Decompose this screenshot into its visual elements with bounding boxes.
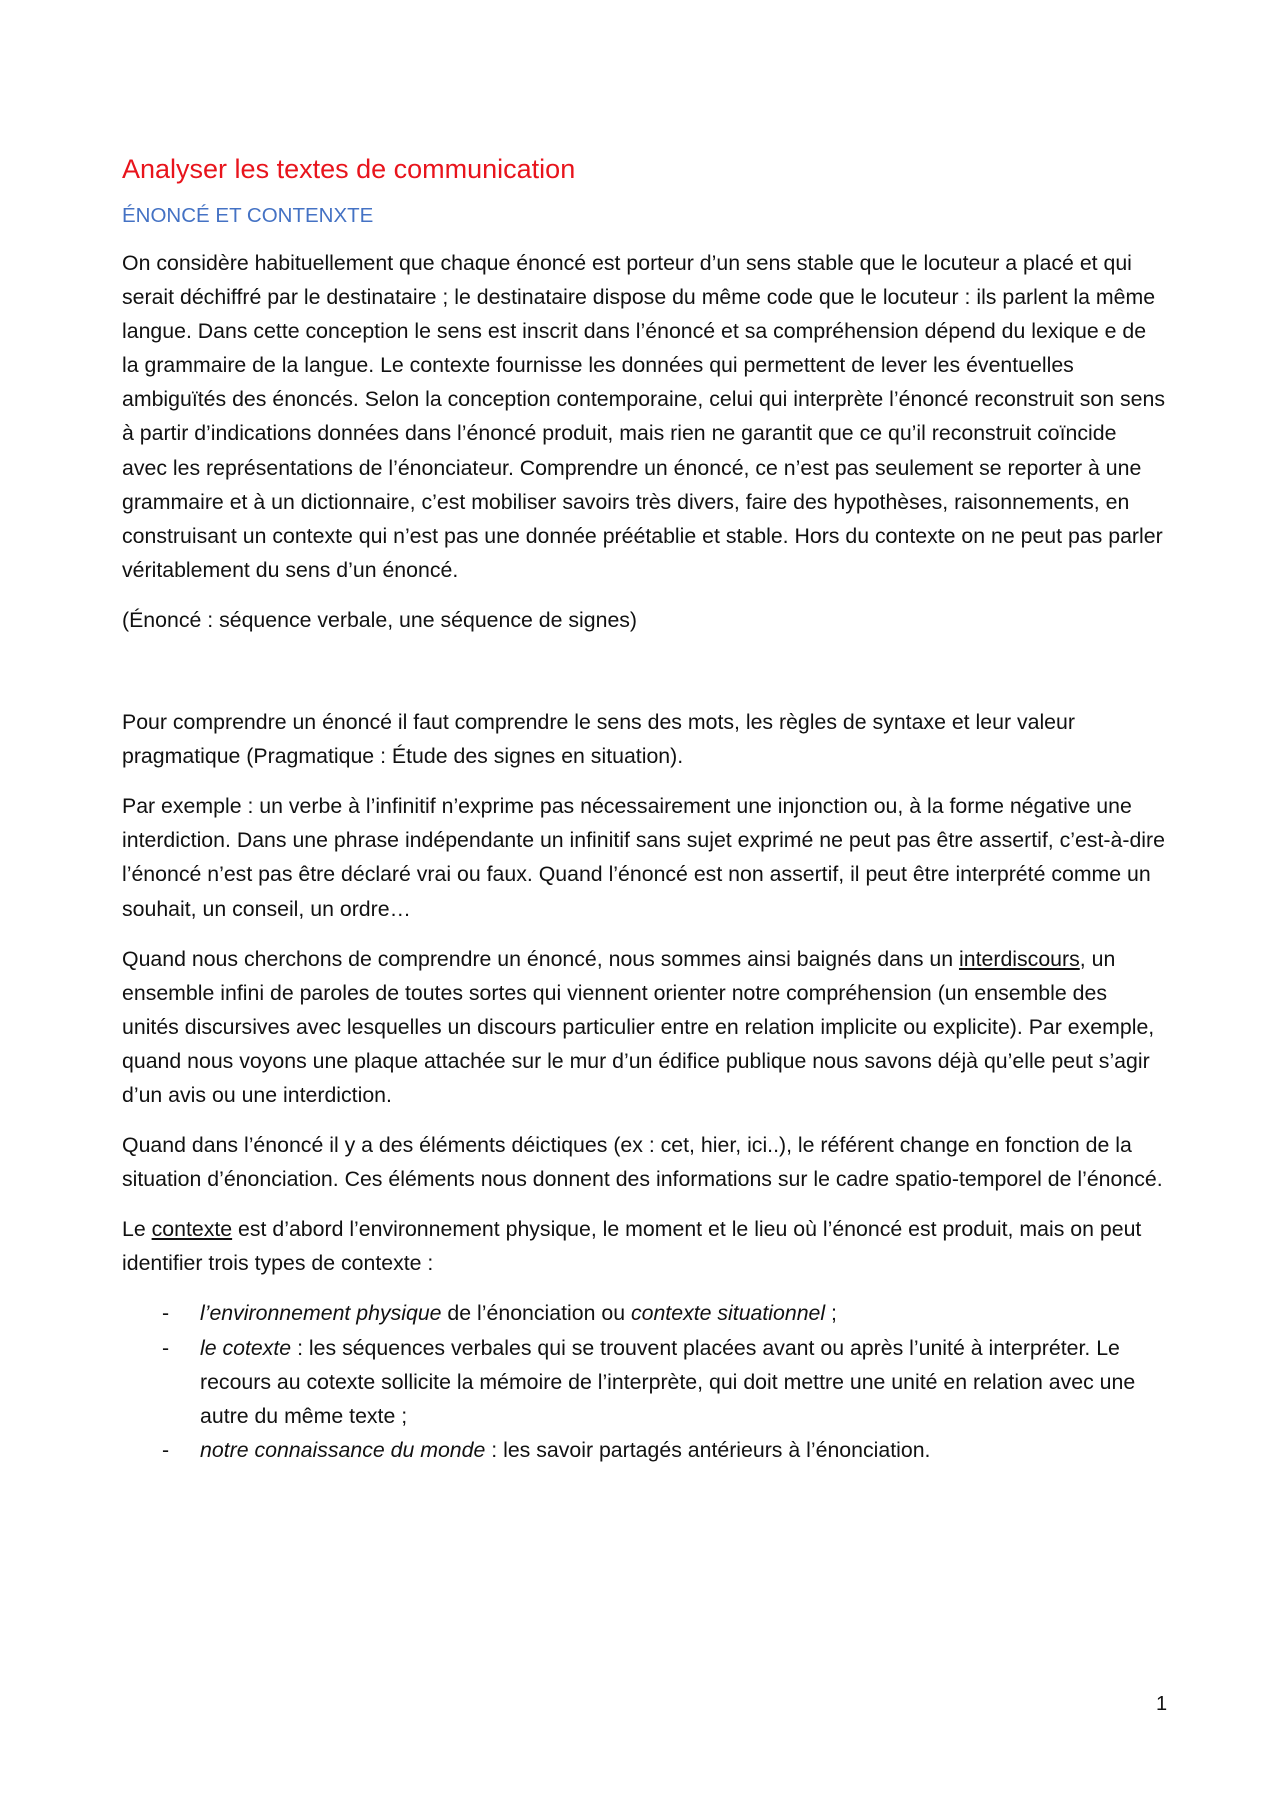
document-title: Analyser les textes de communication: [122, 154, 576, 184]
document-body: [122, 152, 1167, 1467]
term-interdiscours: interdiscours: [959, 946, 1080, 971]
term-contexte: contexte: [151, 1217, 233, 1242]
paragraph-5-text-a: Quand nous cherchons de comprendre un énoncé, nous sommes ainsi baignés dans un: [122, 946, 960, 971]
paragraph-3: Pour comprendre un énoncé il faut comprendre le sens des mots, les règles de syntaxe et leur valeur pragmatique (Pragmatique : Étude des signes en situation).: [122, 710, 1075, 769]
paragraph-2: (Énoncé : séquence verbale, une séquence de signes): [122, 607, 638, 632]
list-item-text: : les séquences verbales qui se trouvent placées avant ou après l’unité à interpréter. Le recours au cotexte sollicite la mémoire de l’interprète, qui doit mettre une unité en relation avec une autre du même texte ;: [200, 1335, 1136, 1428]
paragraph-5-text-b: , un ensemble infini de paroles de toutes sortes qui viennent orienter notre compréhension (un ensemble des unités discursives avec lesquelles un discours particulier entre en relation implicite ou explicite). Par exemple, quand nous voyons une plaque attachée sur le mur d’un édifice publique nous savons déjà qu’elle peut s’agir d’un avis ou une interdiction.: [122, 946, 1155, 1107]
paragraph-1: On considère habituellement que chaque énoncé est porteur d’un sens stable que le locuteur a placé et qui serait déchiffré par le destinataire ; le destinataire dispose du même code que le locuteur : ils parlent la même langue. Dans cette conception le sens est inscrit dans l’énoncé et sa compréhension dépend du lexique e de la grammaire de la langue. Le contexte fournisse les données qui permettent de lever les éventuelles ambiguïtés des énoncés. Selon la conception contemporaine, celui qui interprète l’énoncé reconstruit son sens à partir d’indications données dans l’énoncé produit, mais rien ne garantit que ce qu’il reconstruit coïncide avec les représentations de l’énonciateur. Comprendre un énoncé, ce n’est pas seulement se reporter à une grammaire et à un dictionnaire, c’est mobiliser savoirs très divers, faire des hypothèses, raisonnements, en construisant un contexte qui n’est pas une donnée préétablie et stable. Hors du contexte on ne peut pas parler véritablement du sens d’un énoncé.: [122, 251, 1165, 582]
list-item: [122, 1331, 1167, 1433]
list-item-term: contexte situationnel: [630, 1301, 826, 1326]
paragraph-7-text-a: Le: [122, 1217, 152, 1242]
list-item: [122, 1296, 1167, 1330]
list-item-term: notre connaissance du monde: [200, 1437, 486, 1462]
page-number: 1: [1156, 1693, 1168, 1715]
list-item-text: de l’énonciation ou: [441, 1301, 631, 1326]
list-item: [122, 1433, 1167, 1467]
paragraph-5: [122, 942, 1167, 1112]
context-types-list: [122, 1296, 1167, 1466]
list-item-term: l’environnement physique: [200, 1301, 442, 1326]
list-item-text: ;: [825, 1301, 837, 1326]
paragraph-6: Quand dans l’énoncé il y a des éléments déictiques (ex : cet, hier, ici..), le référent change en fonction de la situation d’énonciation. Ces éléments nous donnent des informations sur le cadre spatio-temporel de l’énoncé.: [122, 1133, 1163, 1192]
section-heading: ÉNONCÉ ET CONTENXTE: [122, 204, 374, 227]
list-dash: -: [162, 1335, 170, 1360]
list-dash: -: [162, 1437, 170, 1462]
list-dash: -: [162, 1301, 170, 1326]
paragraph-7-text-b: est d’abord l’environnement physique, le moment et le lieu où l’énoncé est produit, mais on peut identifier trois types de contexte :: [122, 1217, 1142, 1276]
list-item-term: le cotexte: [200, 1335, 292, 1360]
paragraph-4: Par exemple : un verbe à l’infinitif n’exprime pas nécessairement une injonction ou, à la forme négative une interdiction. Dans une phrase indépendante un infinitif sans sujet exprimé ne peut pas être assertif, c’est-à-dire l’énoncé n’est pas être déclaré vrai ou faux. Quand l’énoncé est non assertif, il peut être interprété comme un souhait, un conseil, un ordre…: [122, 794, 1165, 921]
paragraph-7: [122, 1212, 1167, 1280]
list-item-text: : les savoir partagés antérieurs à l’énonciation.: [485, 1437, 931, 1462]
